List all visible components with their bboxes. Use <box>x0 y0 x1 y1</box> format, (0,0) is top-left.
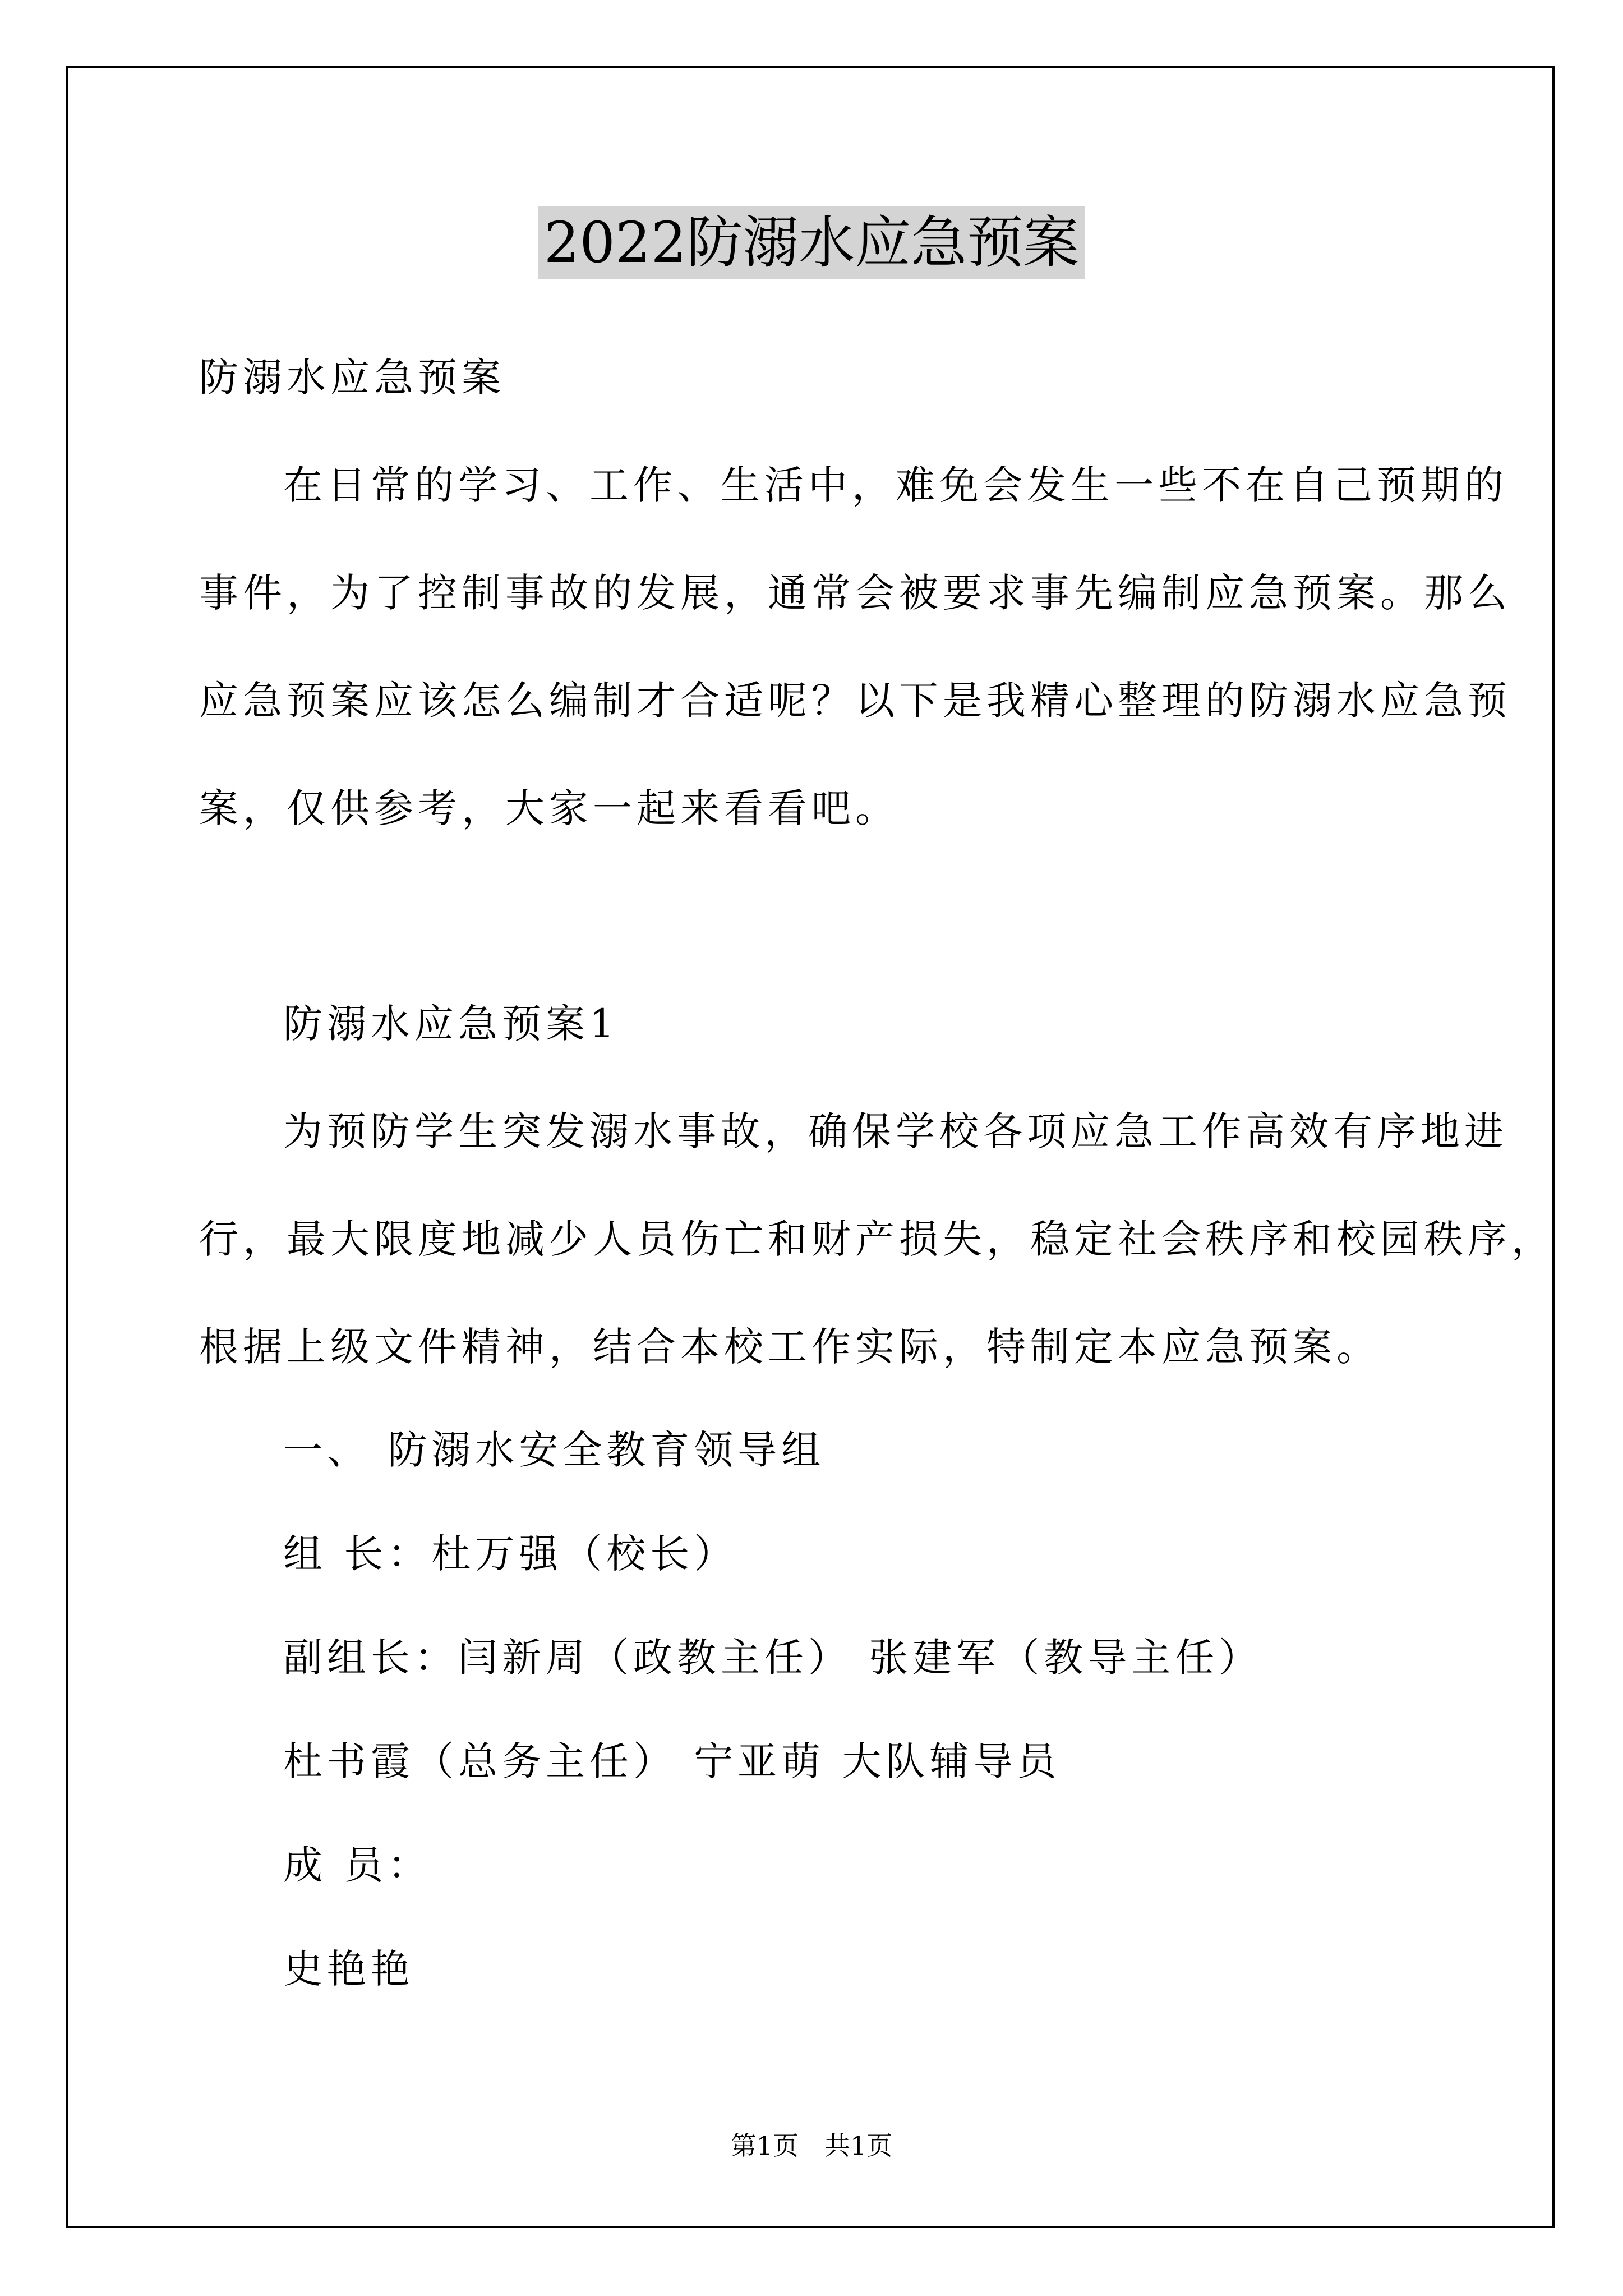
intro-line-3: 应急预案应该怎么编制才合适呢？以下是我精心整理的防溺水应急预 <box>199 678 1511 724</box>
page-footer: 第1页 共1页 <box>730 2131 893 2161</box>
member-1: 史艳艳 <box>283 1946 414 1992</box>
deputy-line-2: 杜书霞（总务主任） 宁亚萌 大队辅导员 <box>283 1738 1061 1784</box>
leader-line: 组 长：杜万强（校长） <box>283 1531 738 1577</box>
members-label: 成 员： <box>283 1842 432 1888</box>
intro-line-4: 案，仅供参考，大家一起来看看吧。 <box>199 785 899 831</box>
document-title-text: 2022防溺水应急预案 <box>538 206 1085 279</box>
group-heading: 一、 防溺水安全教育领导组 <box>283 1427 826 1473</box>
document-subtitle: 防溺水应急预案 <box>199 355 505 401</box>
document-title <box>0 201 1623 285</box>
intro-line-1: 在日常的学习、工作、生活中，难免会发生一些不在自己预期的 <box>283 462 1508 508</box>
section-line-3: 根据上级文件精神，结合本校工作实际，特制定本应急预案。 <box>199 1324 1380 1370</box>
section-line-2: 行，最大限度地减少人员伤亡和财产损失，稳定社会秩序和校园秩序， <box>199 1216 1555 1262</box>
deputy-line-1: 副组长：闫新周（政教主任） 张建军（教导主任） <box>283 1635 1263 1681</box>
section-line-1: 为预防学生突发溺水事故，确保学校各项应急工作高效有序地进 <box>283 1108 1508 1154</box>
intro-line-2: 事件，为了控制事故的发展，通常会被要求事先编制应急预案。那么 <box>199 570 1511 616</box>
section-heading: 防溺水应急预案1 <box>283 1001 619 1047</box>
